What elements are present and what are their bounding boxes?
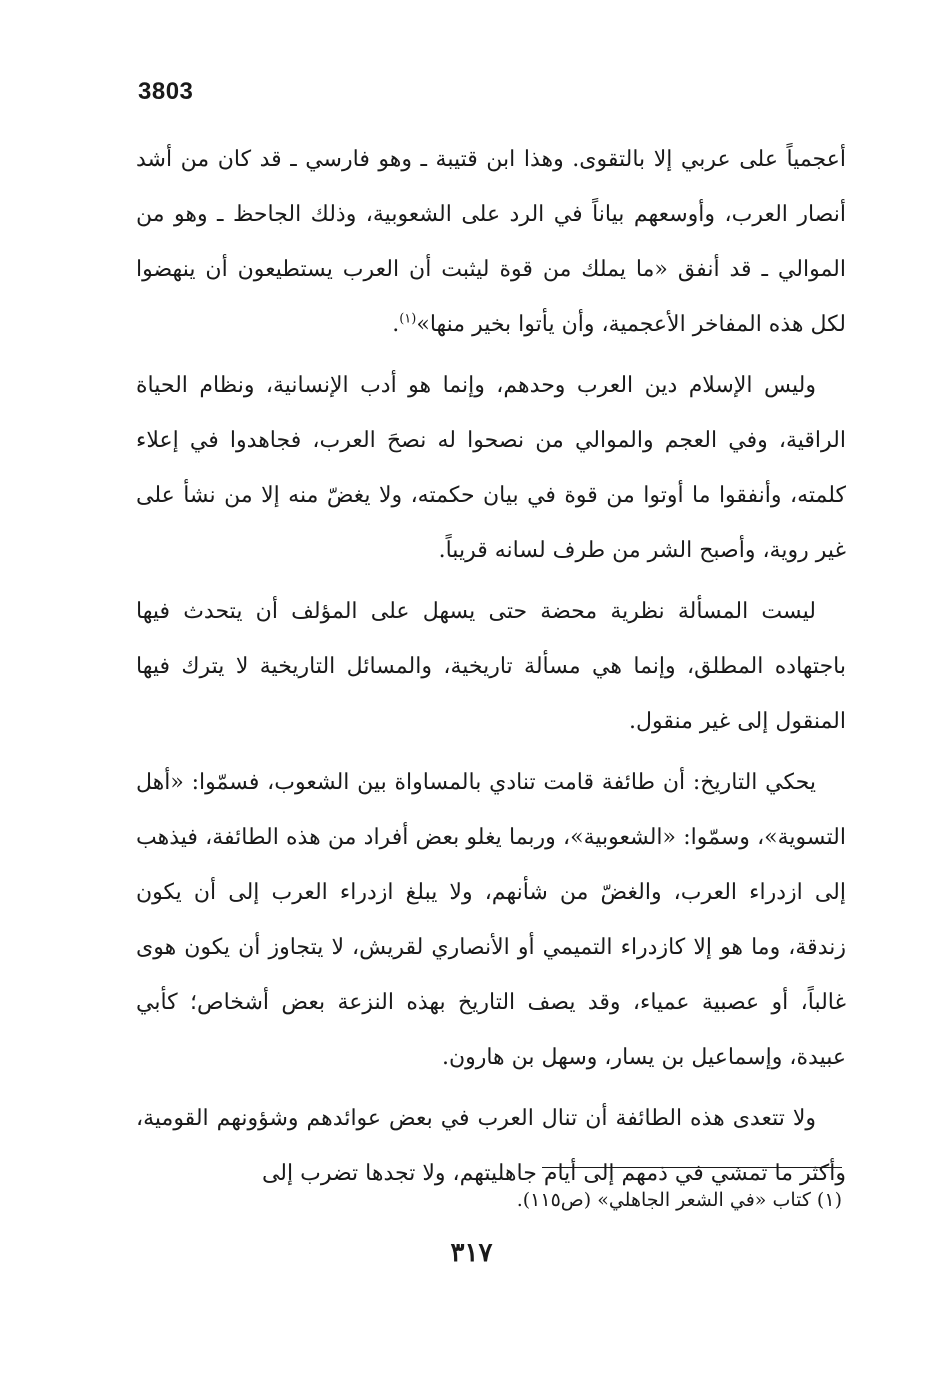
footnote: (١) كتاب «في الشعر الجاهلي» (ص١١٥). bbox=[516, 1189, 842, 1211]
paragraph: ولا تتعدى هذه الطائفة أن تنال العرب في بعض عوائدهم وشؤونهم القومية، وأكثر ما تمشي في ذمهم إلى أيام جاهليتهم، ولا تجدها تضرب إلى bbox=[136, 1106, 846, 1186]
page-id-header: 3803 bbox=[138, 78, 194, 105]
main-text bbox=[136, 132, 846, 1201]
paragraph-continuation bbox=[136, 132, 846, 352]
paragraph-end: . bbox=[392, 312, 400, 337]
paragraph-text: أعجمياً على عربي إلا بالتقوى. وهذا ابن قتيبة ـ وهو فارسي ـ قد كان من أشد أنصار العرب، وأوسعهم بياناً في الرد على الشعوبية، وذلك الجاحظ ـ وهو من الموالي ـ قد أنفق «ما يملك من قوة ليثبت أن العرب يستطيعون أن ينهضوا لكل هذه المفاخر الأعجمية، وأن يأتوا بخير منها» bbox=[136, 147, 846, 337]
paragraph: ليست المسألة نظرية محضة حتى يسهل على المؤلف أن يتحدث فيها باجتهاده المطلق، وإنما هي مسألة تاريخية، والمسائل التاريخية لا يترك فيها المنقول إلى غير منقول. bbox=[136, 599, 846, 734]
paragraph: وليس الإسلام دين العرب وحدهم، وإنما هو أدب الإنسانية، ونظام الحياة الراقية، وفي العجم والموالي من نصحوا له نصحَ العرب، فجاهدوا في إعلاء كلمته، وأنفقوا ما أوتوا من قوة في بيان حكمته، ولا يغضّ منه إلا من نشأ على غير روية، وأصبح الشر من طرف لسانه قريباً. bbox=[136, 373, 846, 563]
paragraph: يحكي التاريخ: أن طائفة قامت تنادي بالمساواة بين الشعوب، فسمّوا: «أهل التسوية»، وسمّوا: «الشعوبية»، وربما يغلو بعض أفراد من هذه الطائفة، فيذهب إلى ازدراء العرب، والغضّ من شأنهم، ولا يبلغ ازدراء العرب إلى أن يكون زندقة، وما هو إلا كازدراء التميمي أو الأنصاري لقريش، لا يتجاوز أن يكون هوى غالباً، أو عصبية عمياء، وقد يصف التاريخ بهذه النزعة بعض أشخاص؛ كأبي عبيدة، وإسماعيل بن يسار، وسهل بن هارون. bbox=[136, 770, 846, 1070]
footnote-divider bbox=[542, 1167, 842, 1168]
page-number: ٣١٧ bbox=[450, 1238, 493, 1268]
footnote-reference: (١) bbox=[399, 311, 417, 327]
